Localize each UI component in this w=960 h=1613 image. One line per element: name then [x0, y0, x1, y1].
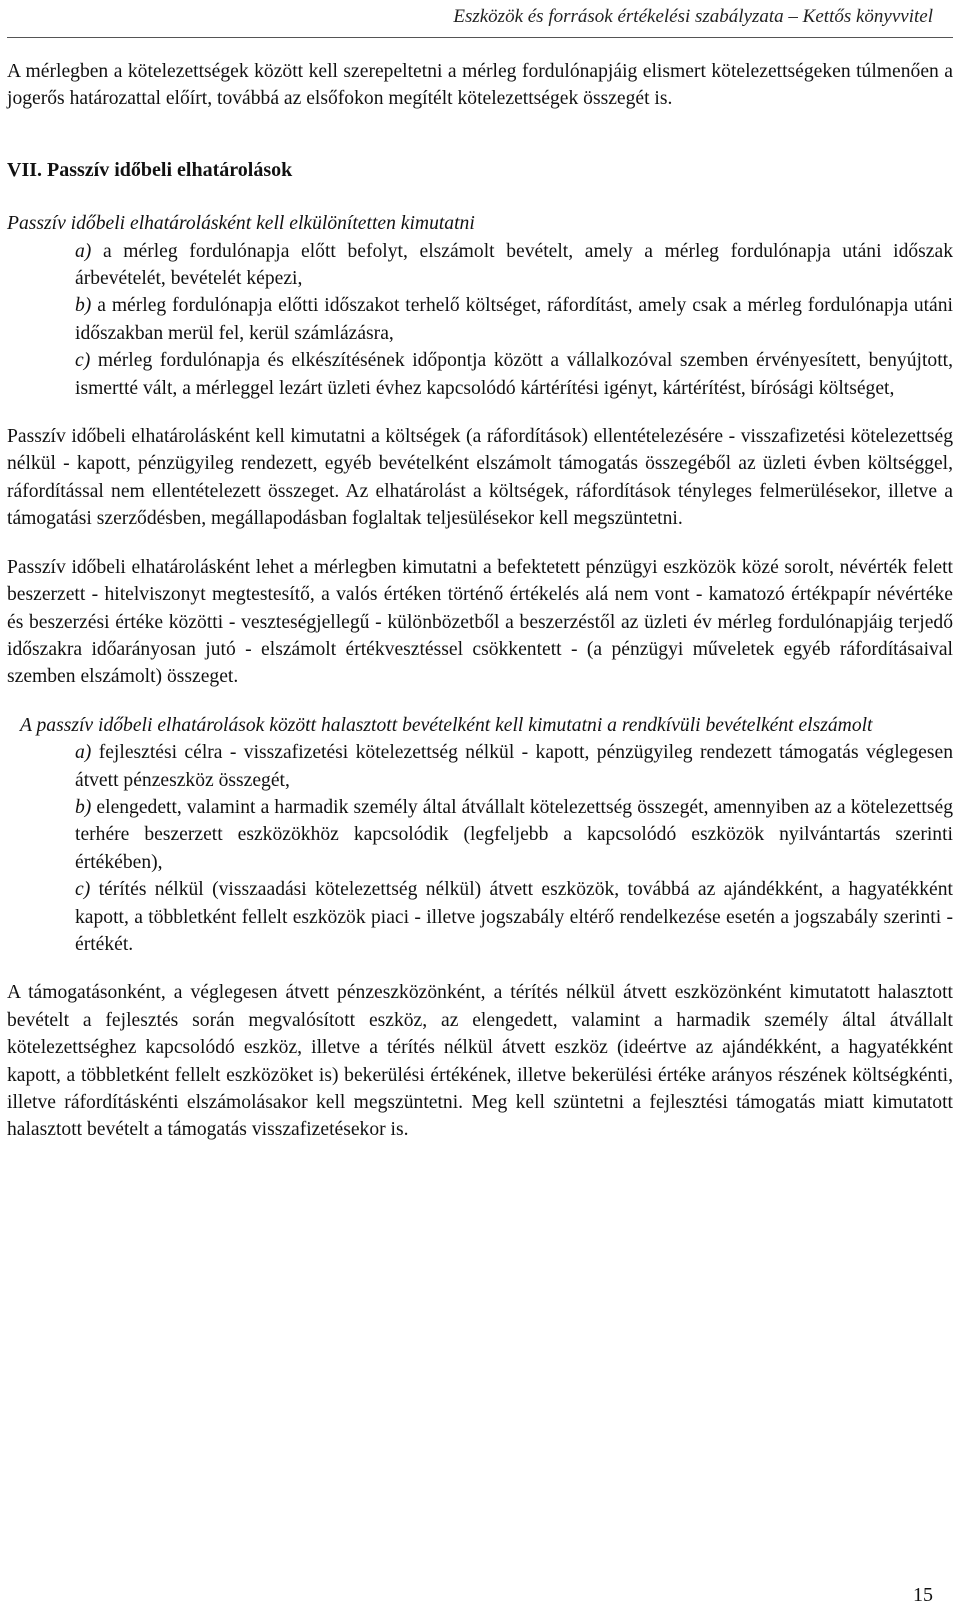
item-text: a mérleg fordulónapja előtti időszakot terhelő költséget, ráfordítást, amely csak a mérleg fordulónapja utáni időszakban merül fel, kerül számlázásra, — [75, 295, 953, 344]
section-heading — [7, 157, 953, 184]
paragraph-2: Passzív időbeli elhatárolásként kell kimutatni a költségek (a ráfordítások) ellentételezésére - visszafizetési kötelezettség nélkül - kapott, pénzügyileg rendezett, egyéb bevételként elszámolt támogatás összegéből az üzleti évben költséggel, ráfordítással nem ellentételezett összeget. Az elhatárolást a költségek, ráfordítások tényleges felmerülésekor, illetve a támogatási szerződésben, megállapodásban foglaltak teljesülésekor kell megszüntetni. — [7, 426, 953, 530]
block2-lead: A passzív időbeli elhatárolások között halasztott bevételként kell kimutatni a rendkívüli bevételként elszámolt — [20, 714, 873, 736]
section-number: VII. — [7, 158, 43, 181]
block1-lead: Passzív időbeli elhatárolásként kell elkülönítetten kimutatni — [7, 213, 475, 235]
section-title: Passzív időbeli elhatárolások — [47, 158, 293, 181]
block2-item-a — [75, 739, 953, 794]
item-label: a) — [75, 240, 92, 262]
intro-paragraph: A mérlegben a kötelezettségek között kell szerepeltetni a mérleg fordulónapjáig elismert kötelezettségeken túlmenően a jogerős határozattal előírt, továbbá az elsőfokon megítélt kötelezettségek összegét is. — [7, 61, 953, 110]
block1-item-b — [75, 292, 953, 347]
item-text: a mérleg fordulónapja előtt befolyt, elszámolt bevételt, amely a mérleg fordulónapja utáni időszak árbevételét, bevételét képezi, — [75, 240, 953, 290]
block1-list — [7, 238, 953, 402]
block2-item-b — [75, 794, 953, 876]
item-label: b) — [75, 796, 92, 818]
item-label: c) — [75, 879, 91, 901]
block2-list — [7, 739, 953, 958]
block1-item-c — [75, 347, 953, 402]
paragraph-3: Passzív időbeli elhatárolásként lehet a mérlegben kimutatni a befektetett pénzügyi eszközök közé sorolt, névérték felett beszerzett - hitelviszonyt megtestesítő, a valós értéken történő értékelés alá nem vont - kamatozó értékpapír névértéke és beszerzési értéke közötti - veszteségjellegű - különbözetből a beszerzéstől az üzleti év mérleg fordulónapjáig terjedő időszakra időarányosan jutó - elszámolt értékvesztéssel csökkentett - (a pénzügyi műveletek egyéb ráfordításaival szemben elszámolt) összeget. — [7, 556, 953, 688]
item-label: a) — [75, 742, 92, 764]
paragraph-4: A támogatásonként, a véglegesen átvett pénzeszközönként, a térítés nélkül átvett eszközönként kimutatott halasztott bevételt a fejlesztés során megvalósított eszköz, az elengedett, valamint a harmadik személy által átvállalt kötelezettséghez kapcsolódó eszköz, illetve a térítés nélkül átvett eszköz (ideértve az ajándékként, a hagyatékként kapott, a többletként fellelt eszközöket is) bekerülési értékének, illetve bekerülési értéke arányos részének költségkénti, illetve ráfordításkénti elszámolásakor kell megszüntetni. Meg kell szüntetni a fejlesztési támogatás miatt kimutatott halasztott bevételt a támogatás visszafizetésekor is. — [7, 982, 953, 1141]
item-label: c) — [75, 350, 91, 372]
item-text: fejlesztési célra - visszafizetési kötelezettség nélkül - kapott, pénzügyileg rendezett támogatás véglegesen átvett pénzeszköz összegét, — [75, 742, 953, 791]
page-number: 15 — [913, 1584, 933, 1606]
running-header: Eszközök és források értékelési szabályzata – Kettős könyvvitel — [453, 6, 933, 27]
header-divider — [7, 37, 953, 38]
block1-item-a — [75, 238, 953, 293]
block2-item-c — [75, 876, 953, 958]
item-text: térítés nélkül (visszaadási kötelezettség nélkül) átvett eszközök, továbbá az ajándékként, a hagyatékként kapott, a többletként fellelt eszközök piaci - illetve jogszabály eltérő rendelkezése esetén a jogszabály szerinti - értékét. — [75, 879, 953, 955]
item-label: b) — [75, 295, 92, 317]
item-text: elengedett, valamint a harmadik személy által átvállalt kötelezettség összegét, amennyiben az a kötelezettség terhére beszerzett eszközökhöz kapcsolódik (legfeljebb a kapcsolódó eszközök nyilvántartás szerinti értékében), — [75, 796, 953, 873]
item-text: mérleg fordulónapja és elkészítésének időpontja között a vállalkozóval szemben érvényesített, benyújtott, ismertté vált, a mérleggel lezárt üzleti évhez kapcsolódó kártérítési igényt, kártérítést, bírósági költséget, — [75, 350, 953, 399]
document-body — [7, 58, 953, 1144]
